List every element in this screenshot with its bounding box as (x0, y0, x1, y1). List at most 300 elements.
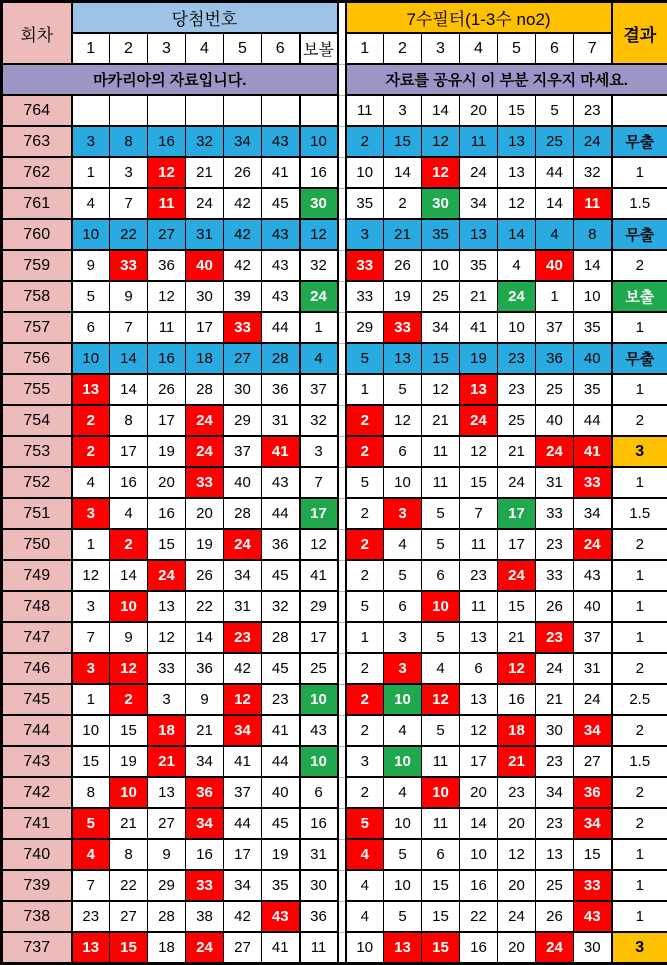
filter-cell[interactable]: 7 (460, 498, 498, 529)
win-cell[interactable]: 34 (224, 870, 262, 901)
win-cell[interactable]: 34 (186, 808, 224, 839)
filter-cell[interactable]: 15 (422, 343, 460, 374)
win-cell[interactable]: 22 (186, 591, 224, 622)
filter-cell[interactable]: 14 (384, 157, 422, 188)
bonus-cell[interactable]: 30 (300, 188, 338, 219)
win-cell[interactable]: 2 (110, 529, 148, 560)
win-cell[interactable]: 33 (148, 653, 186, 684)
result-cell[interactable]: 3 (612, 436, 667, 467)
round-cell[interactable]: 737 (2, 932, 72, 964)
win-cell[interactable]: 28 (262, 622, 300, 653)
win-cell[interactable]: 30 (224, 374, 262, 405)
filter-cell[interactable]: 20 (460, 777, 498, 808)
win-cell[interactable]: 33 (224, 312, 262, 343)
filter-cell[interactable]: 24 (536, 653, 574, 684)
result-cell[interactable]: 무출 (612, 126, 667, 157)
filter-cell[interactable]: 10 (460, 839, 498, 870)
filter-cell[interactable]: 2 (346, 498, 384, 529)
bonus-cell[interactable]: 17 (300, 622, 338, 653)
win-cell[interactable]: 27 (110, 901, 148, 932)
filter-cell[interactable]: 33 (536, 560, 574, 591)
filter-cell[interactable]: 23 (536, 746, 574, 777)
round-cell[interactable]: 757 (2, 312, 72, 343)
filter-cell[interactable]: 12 (460, 436, 498, 467)
win-cell[interactable]: 4 (72, 839, 110, 870)
win-cell[interactable]: 22 (110, 870, 148, 901)
win-cell[interactable]: 17 (224, 839, 262, 870)
win-cell[interactable]: 31 (224, 591, 262, 622)
bonus-cell[interactable]: 31 (300, 839, 338, 870)
filter-cell[interactable]: 21 (536, 684, 574, 715)
win-cell[interactable]: 11 (148, 312, 186, 343)
filter-cell[interactable]: 35 (346, 188, 384, 219)
win-cell[interactable]: 40 (224, 467, 262, 498)
filter-cell[interactable]: 13 (384, 932, 422, 964)
win-cell[interactable]: 10 (110, 777, 148, 808)
filter-cell[interactable]: 41 (460, 312, 498, 343)
filter-cell[interactable]: 12 (422, 374, 460, 405)
filter-cell[interactable]: 36 (536, 343, 574, 374)
filter-cell[interactable]: 23 (460, 560, 498, 591)
result-cell[interactable]: 2 (612, 808, 667, 839)
filter-header[interactable]: 7수필터(1-3수 no2) (346, 2, 612, 34)
win-cell[interactable]: 41 (262, 436, 300, 467)
win-cell[interactable]: 36 (186, 777, 224, 808)
win-cell[interactable]: 36 (262, 374, 300, 405)
win-cell[interactable]: 24 (186, 932, 224, 964)
filter-cell[interactable]: 10 (384, 870, 422, 901)
win-cell[interactable]: 18 (148, 715, 186, 746)
win-cell[interactable]: 43 (262, 901, 300, 932)
filter-cell[interactable]: 24 (460, 405, 498, 436)
filter-cell[interactable]: 30 (574, 932, 612, 964)
filter-cell[interactable]: 5 (422, 529, 460, 560)
filter-cell[interactable]: 21 (498, 436, 536, 467)
win-cell[interactable]: 10 (72, 343, 110, 374)
filter-cell[interactable]: 24 (574, 529, 612, 560)
filter-cell[interactable]: 10 (422, 591, 460, 622)
win-cell[interactable]: 28 (262, 343, 300, 374)
filter-cell[interactable]: 29 (346, 312, 384, 343)
win-cell[interactable]: 1 (72, 529, 110, 560)
round-cell[interactable]: 747 (2, 622, 72, 653)
filter-cell[interactable]: 2 (346, 436, 384, 467)
round-cell[interactable]: 760 (2, 219, 72, 250)
win-cell[interactable]: 13 (72, 932, 110, 964)
win-cell[interactable]: 16 (110, 467, 148, 498)
filter-cell[interactable]: 33 (574, 870, 612, 901)
round-column-header[interactable]: 회차 (2, 2, 72, 65)
filter-cell[interactable]: 43 (574, 901, 612, 932)
filter-cell[interactable]: 26 (536, 901, 574, 932)
win-cell[interactable]: 38 (186, 901, 224, 932)
round-cell[interactable]: 742 (2, 777, 72, 808)
filter-cell[interactable]: 6 (422, 839, 460, 870)
filter-cell[interactable]: 20 (498, 808, 536, 839)
win-cell[interactable] (72, 95, 110, 126)
win-cell[interactable]: 36 (148, 250, 186, 281)
win-cell[interactable]: 17 (148, 405, 186, 436)
result-cell[interactable]: 1 (612, 560, 667, 591)
filter-col-2[interactable]: 2 (384, 33, 422, 64)
filter-cell[interactable]: 6 (422, 560, 460, 591)
filter-cell[interactable]: 19 (460, 343, 498, 374)
win-cell[interactable]: 21 (110, 808, 148, 839)
round-cell[interactable]: 764 (2, 95, 72, 126)
win-cell[interactable]: 24 (186, 188, 224, 219)
result-cell[interactable]: 1.5 (612, 188, 667, 219)
filter-cell[interactable]: 13 (460, 622, 498, 653)
filter-cell[interactable]: 10 (384, 467, 422, 498)
filter-cell[interactable]: 24 (498, 560, 536, 591)
win-cell[interactable] (186, 95, 224, 126)
filter-cell[interactable]: 3 (384, 622, 422, 653)
bonus-cell[interactable]: 16 (300, 157, 338, 188)
filter-cell[interactable]: 11 (346, 95, 384, 126)
win-cell[interactable]: 7 (72, 870, 110, 901)
win-cell[interactable]: 21 (148, 746, 186, 777)
filter-cell[interactable]: 27 (574, 746, 612, 777)
win-col-6[interactable]: 6 (262, 33, 300, 64)
filter-cell[interactable]: 34 (536, 777, 574, 808)
win-cell[interactable]: 24 (224, 529, 262, 560)
result-cell[interactable]: 1 (612, 312, 667, 343)
win-cell[interactable]: 8 (110, 839, 148, 870)
filter-cell[interactable]: 13 (460, 374, 498, 405)
filter-cell[interactable]: 10 (384, 684, 422, 715)
win-cell[interactable]: 24 (186, 436, 224, 467)
filter-col-4[interactable]: 4 (460, 33, 498, 64)
win-cell[interactable]: 41 (262, 932, 300, 964)
filter-cell[interactable]: 5 (384, 839, 422, 870)
filter-cell[interactable]: 16 (498, 684, 536, 715)
filter-cell[interactable]: 24 (498, 467, 536, 498)
win-cell[interactable]: 43 (262, 281, 300, 312)
win-cell[interactable]: 28 (224, 498, 262, 529)
win-cell[interactable]: 33 (186, 467, 224, 498)
win-cell[interactable]: 19 (110, 746, 148, 777)
win-col-2[interactable]: 2 (110, 33, 148, 64)
bonus-cell[interactable]: 37 (300, 374, 338, 405)
filter-cell[interactable]: 15 (498, 95, 536, 126)
win-cell[interactable]: 27 (148, 808, 186, 839)
filter-cell[interactable]: 33 (574, 467, 612, 498)
win-cell[interactable]: 40 (262, 777, 300, 808)
win-cell[interactable]: 6 (72, 312, 110, 343)
bonus-cell[interactable]: 10 (300, 684, 338, 715)
bonus-cell[interactable]: 29 (300, 591, 338, 622)
filter-cell[interactable]: 25 (422, 281, 460, 312)
win-cell[interactable]: 3 (110, 157, 148, 188)
win-cell[interactable]: 37 (224, 436, 262, 467)
filter-cell[interactable]: 1 (346, 374, 384, 405)
filter-cell[interactable]: 17 (498, 498, 536, 529)
filter-cell[interactable]: 34 (422, 312, 460, 343)
win-cell[interactable]: 31 (262, 405, 300, 436)
filter-cell[interactable]: 40 (536, 405, 574, 436)
filter-cell[interactable]: 41 (574, 436, 612, 467)
filter-cell[interactable]: 35 (422, 219, 460, 250)
result-cell[interactable]: 2 (612, 250, 667, 281)
win-cell[interactable]: 36 (186, 653, 224, 684)
win-cell[interactable]: 16 (148, 126, 186, 157)
filter-cell[interactable]: 34 (574, 808, 612, 839)
round-cell[interactable]: 759 (2, 250, 72, 281)
filter-cell[interactable]: 14 (536, 188, 574, 219)
bonus-cell[interactable]: 10 (300, 126, 338, 157)
filter-cell[interactable]: 25 (536, 126, 574, 157)
filter-cell[interactable]: 33 (384, 312, 422, 343)
win-cell[interactable]: 41 (262, 715, 300, 746)
win-cell[interactable]: 13 (72, 374, 110, 405)
filter-cell[interactable]: 2 (346, 777, 384, 808)
filter-cell[interactable]: 2 (346, 405, 384, 436)
filter-cell[interactable]: 13 (536, 839, 574, 870)
win-cell[interactable]: 3 (148, 684, 186, 715)
win-cell[interactable]: 8 (72, 777, 110, 808)
round-cell[interactable]: 754 (2, 405, 72, 436)
win-cell[interactable]: 35 (262, 870, 300, 901)
win-cell[interactable]: 19 (186, 529, 224, 560)
result-cell[interactable]: 무출 (612, 219, 667, 250)
win-cell[interactable]: 12 (110, 653, 148, 684)
filter-cell[interactable]: 11 (574, 188, 612, 219)
win-cell[interactable]: 12 (72, 560, 110, 591)
win-cell[interactable]: 22 (110, 219, 148, 250)
filter-cell[interactable]: 12 (384, 405, 422, 436)
win-cell[interactable]: 12 (148, 157, 186, 188)
filter-cell[interactable]: 10 (384, 808, 422, 839)
win-cell[interactable] (148, 95, 186, 126)
win-col-4[interactable]: 4 (186, 33, 224, 64)
win-cell[interactable]: 44 (262, 312, 300, 343)
win-cell[interactable]: 3 (72, 591, 110, 622)
win-cell[interactable]: 15 (110, 715, 148, 746)
filter-cell[interactable]: 23 (498, 343, 536, 374)
filter-cell[interactable]: 13 (498, 126, 536, 157)
win-cell[interactable]: 26 (186, 560, 224, 591)
winning-numbers-header[interactable]: 당첨번호 (72, 2, 338, 34)
result-cell[interactable]: 2.5 (612, 684, 667, 715)
filter-cell[interactable]: 12 (422, 126, 460, 157)
win-cell[interactable]: 9 (148, 839, 186, 870)
win-cell[interactable]: 42 (224, 901, 262, 932)
filter-cell[interactable]: 23 (536, 529, 574, 560)
bonus-cell[interactable]: 16 (300, 808, 338, 839)
win-cell[interactable]: 9 (110, 281, 148, 312)
round-cell[interactable]: 743 (2, 746, 72, 777)
result-cell[interactable]: 1 (612, 870, 667, 901)
round-cell[interactable]: 761 (2, 188, 72, 219)
filter-cell[interactable]: 11 (460, 126, 498, 157)
filter-cell[interactable]: 26 (536, 591, 574, 622)
result-cell[interactable]: 2 (612, 653, 667, 684)
filter-cell[interactable]: 24 (460, 157, 498, 188)
win-cell[interactable]: 18 (186, 343, 224, 374)
filter-cell[interactable]: 4 (422, 653, 460, 684)
filter-cell[interactable]: 2 (384, 188, 422, 219)
filter-cell[interactable]: 2 (346, 560, 384, 591)
win-cell[interactable]: 2 (72, 405, 110, 436)
win-cell[interactable]: 45 (262, 653, 300, 684)
filter-cell[interactable]: 11 (422, 746, 460, 777)
round-cell[interactable]: 752 (2, 467, 72, 498)
round-cell[interactable]: 756 (2, 343, 72, 374)
round-cell[interactable]: 745 (2, 684, 72, 715)
filter-cell[interactable]: 21 (460, 281, 498, 312)
filter-cell[interactable]: 32 (574, 157, 612, 188)
bonus-cell[interactable]: 30 (300, 870, 338, 901)
win-cell[interactable]: 9 (72, 250, 110, 281)
filter-cell[interactable]: 18 (498, 715, 536, 746)
win-cell[interactable]: 34 (186, 746, 224, 777)
win-cell[interactable]: 4 (110, 498, 148, 529)
round-cell[interactable]: 748 (2, 591, 72, 622)
win-cell[interactable]: 44 (224, 808, 262, 839)
win-cell[interactable]: 10 (72, 715, 110, 746)
round-cell[interactable]: 744 (2, 715, 72, 746)
win-cell[interactable]: 10 (110, 591, 148, 622)
bonus-cell[interactable] (300, 95, 338, 126)
filter-cell[interactable]: 3 (384, 95, 422, 126)
round-cell[interactable]: 751 (2, 498, 72, 529)
filter-cell[interactable]: 4 (498, 250, 536, 281)
round-cell[interactable]: 749 (2, 560, 72, 591)
filter-cell[interactable]: 17 (498, 529, 536, 560)
round-cell[interactable]: 741 (2, 808, 72, 839)
win-cell[interactable]: 34 (224, 560, 262, 591)
bonus-cell[interactable]: 24 (300, 281, 338, 312)
bonus-cell[interactable]: 10 (300, 746, 338, 777)
win-cell[interactable]: 27 (224, 343, 262, 374)
filter-cell[interactable]: 23 (498, 374, 536, 405)
filter-cell[interactable]: 31 (536, 467, 574, 498)
filter-cell[interactable]: 24 (574, 684, 612, 715)
win-cell[interactable]: 23 (224, 622, 262, 653)
win-col-3[interactable]: 3 (148, 33, 186, 64)
filter-cell[interactable]: 15 (574, 839, 612, 870)
round-cell[interactable]: 755 (2, 374, 72, 405)
win-cell[interactable]: 33 (110, 250, 148, 281)
round-cell[interactable]: 740 (2, 839, 72, 870)
filter-cell[interactable]: 20 (460, 95, 498, 126)
filter-cell[interactable]: 5 (536, 95, 574, 126)
result-cell[interactable]: 1 (612, 374, 667, 405)
bonus-cell[interactable]: 7 (300, 467, 338, 498)
filter-cell[interactable]: 19 (384, 281, 422, 312)
filter-cell[interactable]: 2 (346, 529, 384, 560)
filter-cell[interactable]: 31 (574, 653, 612, 684)
win-cell[interactable]: 23 (72, 901, 110, 932)
win-cell[interactable]: 8 (110, 126, 148, 157)
win-cell[interactable]: 29 (148, 870, 186, 901)
win-cell[interactable]: 29 (224, 405, 262, 436)
filter-cell[interactable]: 20 (498, 870, 536, 901)
win-cell[interactable]: 13 (148, 591, 186, 622)
filter-cell[interactable]: 43 (574, 560, 612, 591)
filter-cell[interactable]: 15 (498, 591, 536, 622)
win-cell[interactable]: 4 (72, 467, 110, 498)
win-cell[interactable]: 43 (262, 126, 300, 157)
filter-cell[interactable]: 16 (460, 870, 498, 901)
filter-cell[interactable]: 21 (498, 746, 536, 777)
filter-cell[interactable]: 16 (460, 932, 498, 964)
filter-cell[interactable]: 10 (422, 777, 460, 808)
win-cell[interactable]: 45 (262, 808, 300, 839)
bonus-cell[interactable]: 4 (300, 343, 338, 374)
result-cell[interactable]: 1 (612, 901, 667, 932)
filter-cell[interactable]: 2 (346, 653, 384, 684)
filter-cell[interactable]: 10 (498, 312, 536, 343)
bonus-cell[interactable]: 32 (300, 250, 338, 281)
win-cell[interactable]: 7 (72, 622, 110, 653)
win-cell[interactable]: 36 (262, 529, 300, 560)
filter-cell[interactable]: 20 (498, 932, 536, 964)
filter-cell[interactable]: 35 (574, 374, 612, 405)
win-cell[interactable]: 41 (224, 746, 262, 777)
filter-cell[interactable]: 5 (384, 901, 422, 932)
filter-cell[interactable]: 5 (384, 560, 422, 591)
filter-cell[interactable]: 3 (346, 219, 384, 250)
win-cell[interactable]: 20 (148, 467, 186, 498)
filter-cell[interactable]: 13 (460, 684, 498, 715)
win-cell[interactable]: 41 (262, 157, 300, 188)
filter-cell[interactable]: 10 (422, 250, 460, 281)
result-cell[interactable]: 무출 (612, 343, 667, 374)
win-cell[interactable]: 27 (224, 932, 262, 964)
filter-cell[interactable]: 30 (536, 715, 574, 746)
filter-cell[interactable]: 34 (574, 715, 612, 746)
result-cell[interactable] (612, 95, 667, 126)
filter-cell[interactable]: 25 (498, 405, 536, 436)
result-cell[interactable]: 1 (612, 157, 667, 188)
filter-cell[interactable]: 10 (384, 746, 422, 777)
filter-cell[interactable]: 2 (346, 126, 384, 157)
filter-cell[interactable]: 3 (384, 653, 422, 684)
win-cell[interactable]: 39 (224, 281, 262, 312)
filter-cell[interactable]: 34 (574, 498, 612, 529)
win-cell[interactable]: 44 (262, 498, 300, 529)
win-cell[interactable]: 24 (186, 405, 224, 436)
filter-cell[interactable]: 11 (422, 436, 460, 467)
filter-cell[interactable]: 44 (536, 157, 574, 188)
result-cell[interactable]: 1 (612, 622, 667, 653)
win-cell[interactable]: 9 (110, 622, 148, 653)
filter-cell[interactable]: 4 (384, 715, 422, 746)
win-cell[interactable]: 11 (148, 188, 186, 219)
win-cell[interactable]: 1 (72, 157, 110, 188)
filter-cell[interactable]: 2 (346, 715, 384, 746)
bonus-cell[interactable]: 25 (300, 653, 338, 684)
result-cell[interactable]: 2 (612, 715, 667, 746)
win-cell[interactable]: 43 (262, 467, 300, 498)
win-cell[interactable]: 15 (148, 529, 186, 560)
filter-cell[interactable]: 21 (422, 405, 460, 436)
filter-cell[interactable]: 23 (536, 808, 574, 839)
filter-cell[interactable]: 15 (422, 932, 460, 964)
bonus-cell[interactable]: 12 (300, 529, 338, 560)
win-cell[interactable]: 28 (186, 374, 224, 405)
result-cell[interactable]: 1.5 (612, 498, 667, 529)
win-cell[interactable]: 15 (110, 932, 148, 964)
filter-cell[interactable]: 11 (460, 529, 498, 560)
filter-cell[interactable]: 14 (422, 95, 460, 126)
win-cell[interactable]: 2 (72, 436, 110, 467)
filter-cell[interactable]: 5 (346, 808, 384, 839)
result-cell[interactable]: 1 (612, 591, 667, 622)
win-cell[interactable] (224, 95, 262, 126)
result-cell[interactable]: 3 (612, 932, 667, 964)
